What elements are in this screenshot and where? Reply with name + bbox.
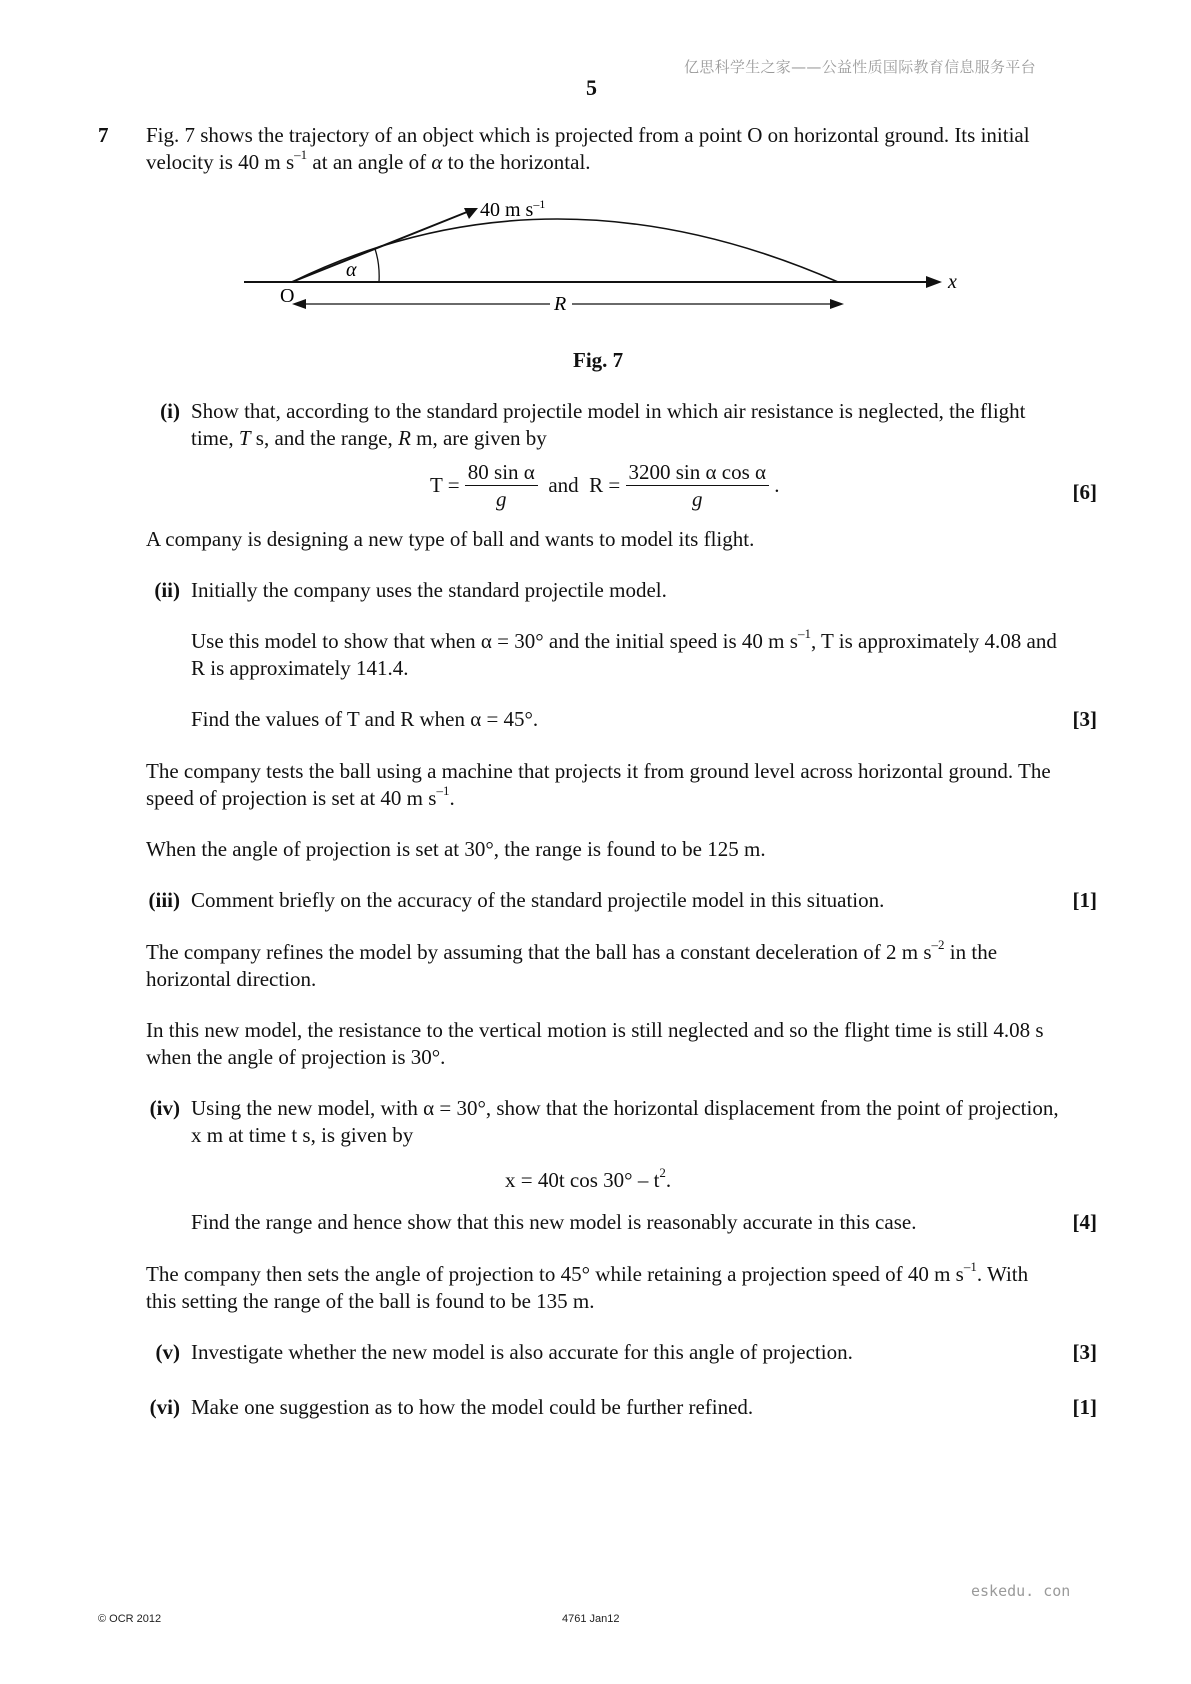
part-iii-mark: [1] <box>1072 888 1097 912</box>
alpha-label: α <box>346 259 357 281</box>
range-label: R <box>554 293 567 315</box>
part-iii-text: Comment briefly on the accuracy of the standard projectile model in this situation. <box>191 888 885 912</box>
part-iv-mark: [4] <box>1072 1210 1097 1234</box>
footer-copyright: © OCR 2012 <box>98 1613 162 1625</box>
question-number: 7 <box>98 123 109 147</box>
part-ii-label: (ii) <box>154 578 180 602</box>
question-intro: Fig. 7 shows the trajectory of an object which is projected from a point O on horizontal ground. Its initial velocity is 40 m $s^{-1}$ at an angle of α to the horizontal. <box>146 123 1030 174</box>
footer-code: 4761 Jan12 <box>562 1613 620 1625</box>
intro-line1: Fig. 7 shows the trajectory of an object which is projected from a point O on horizontal ground. Its initial <box>146 123 1030 147</box>
part-ii-line2: Use this model to show that when α = 30° and the initial speed is 40 m $s^{-1}$, T is approximately 4.08 and R is approximately 141.4. <box>191 626 1057 680</box>
part-iv-label: (iv) <box>149 1096 180 1120</box>
watermark-header: 亿思科学生之家——公益性质国际教育信息服务平台 <box>684 58 1036 76</box>
T-fraction: $\frac{\text{80 sin α}}{g}$ <box>465 460 538 511</box>
part-v-mark: [3] <box>1072 1340 1097 1364</box>
x-axis-arrowhead <box>926 276 942 288</box>
formula-T-R: T = $\frac{\text{80 sin α}}{g}$ and R = $\frac{\text{3200 sin α cos α}}{g}$ . <box>430 460 780 511</box>
watermark-footer: eskedu. con <box>971 1582 1071 1600</box>
velocity-arrowhead <box>464 208 478 219</box>
speed-label: 40 m $s^{-1}$ <box>480 197 546 221</box>
figure-caption: Fig. 7 <box>573 348 624 372</box>
T-lhs: T = <box>430 473 460 497</box>
part-iv-formula: x = 40t $\cos 30^\circ - t^2$. <box>505 1165 672 1192</box>
part-v-label: (v) <box>155 1340 180 1364</box>
x-axis-label: x <box>948 271 957 293</box>
angle-arc <box>375 249 379 282</box>
part-ii-line4: Find the values of T and R when α = 45°. <box>191 707 539 731</box>
part-ii-mark: [3] <box>1072 707 1097 731</box>
part-v-text: Investigate whether the new model is also accurate for this angle of projection. <box>191 1340 853 1364</box>
part-iv-text: Using the new model, with α = 30°, show that the horizontal displacement from the point of projection, x m at time t s, is given by <box>191 1096 1059 1147</box>
R-fraction: $\frac{\text{3200 sin α cos α}}{g}$ <box>626 460 770 511</box>
refine-paragraph: The company refines the model by assuming that the ball has a constant deceleration of 2 m $s^{-2}$ in the horizontal direction. <box>146 937 998 991</box>
trajectory-curve <box>292 219 838 282</box>
test-paragraph: The company tests the ball using a machine that projects it from ground level across horizontal ground. The speed of projection is set at 40 m $s^{-1}$. <box>146 759 1051 810</box>
new-model-paragraph: In this new model, the resistance to the vertical motion is still neglected and so the flight time is still 4.08 s when the angle of projection is 30°. <box>146 1018 1044 1069</box>
and-word: and <box>548 473 579 497</box>
part-vi-label: (vi) <box>149 1395 180 1419</box>
part-vi-mark: [1] <box>1072 1395 1097 1419</box>
part-i-mark: [6] <box>1072 480 1097 504</box>
part-iv-line3: Find the range and hence show that this new model is reasonably accurate in this case. <box>191 1210 917 1234</box>
part-iii-label: (iii) <box>148 888 180 912</box>
figure-7-diagram <box>240 186 960 316</box>
origin-label: O <box>280 285 295 307</box>
part-i-label: (i) <box>160 399 180 423</box>
part-i-text: Show that, according to the standard projectile model in which air resistance is neglected, the flight time, T s, and the range, R m, are given by <box>191 399 1026 450</box>
part-vi-text: Make one suggestion as to how the model could be further refined. <box>191 1395 754 1419</box>
page-number: 5 <box>586 75 597 100</box>
range-arrowhead-right <box>830 299 844 309</box>
angle-45-paragraph: The company then sets the angle of projection to 45° while retaining a projection speed of 40 m $s^{-1}$. With this setting the range of the ball is found to be 135 m. <box>146 1259 1029 1313</box>
range-30-paragraph: When the angle of projection is set at 30°, the range is found to be 125 m. <box>146 837 766 861</box>
R-lhs: R = <box>589 473 621 497</box>
part-ii-line1: Initially the company uses the standard projectile model. <box>191 578 667 602</box>
company-intro: A company is designing a new type of ball and wants to model its flight. <box>146 527 755 551</box>
